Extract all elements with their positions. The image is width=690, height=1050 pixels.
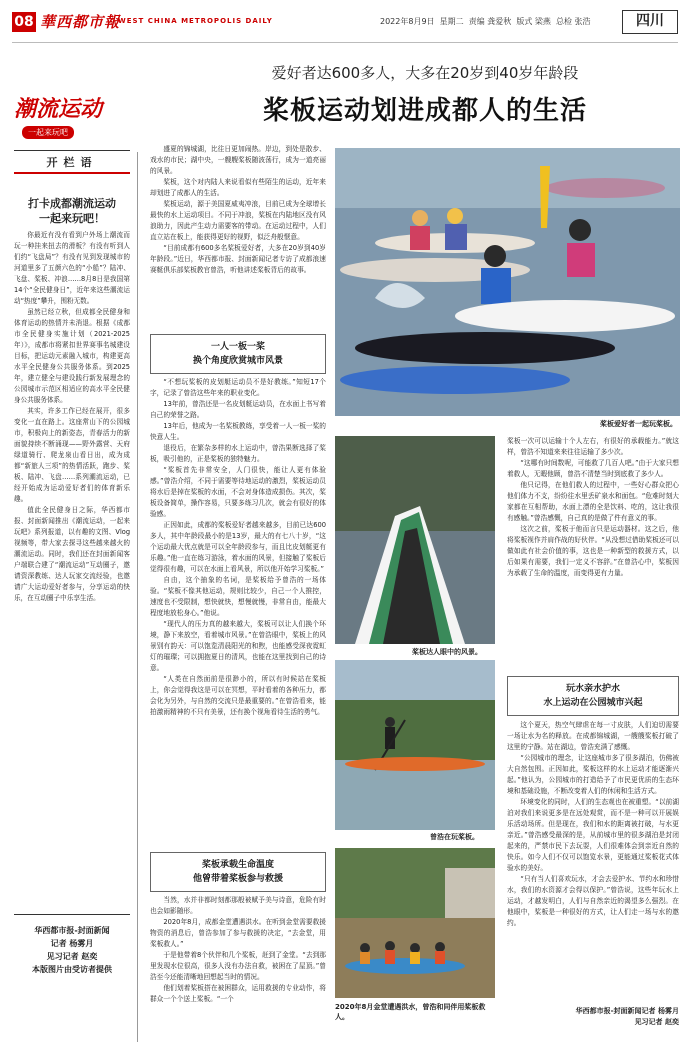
editorial-title-line: 打卡成都潮流运动 (28, 197, 116, 210)
editorial-title-line: 一起来玩吧！ (39, 212, 105, 225)
byline-line: 见习记者 赵奕 (634, 1018, 679, 1026)
paragraph: 于是他带着8个伙伴和几个桨板，赶到了金堂。“去到那里发现水位很高，很多人没有办法自救，被困在了屋顶。”曾浩至今还能清晰地回想起当时的情况。 (150, 951, 326, 981)
section-label: 四川 (622, 10, 678, 34)
byline (14, 924, 130, 976)
divider (14, 150, 130, 151)
checker: 总检 张浩 (556, 17, 591, 26)
column-logo-sub: 一起来玩吧 (22, 126, 74, 139)
editor: 责编 龚爱秋 (468, 17, 512, 26)
subhead-1 (150, 334, 326, 374)
subhead-line: 一人一板一桨 (210, 342, 265, 352)
byline-line: 记者 杨雾月 (50, 939, 94, 948)
editorial-title (14, 196, 130, 226)
paragraph: 这次之前，桨板于他而言只是运动器材。这之后，他将桨板视作并肩作战的好伙伴。“从没想过借助桨板还可以做如此有社会价值的事，这也是一种新型的救援方式，以后如果有需要，我们一定义不容辞。”在曾浩心中，桨板因为承载了生命的温度，而变得更有力量。 (507, 525, 679, 577)
paragraph: “这哪有时间数呢，可能救了几百人吧。”由于大家只想着救人，无暇他顾，曾浩不清楚当时到底救了多少人。 (507, 459, 679, 478)
paragraph: 其实，许多工作已经在展开，很多变化一直在路上。这座常山下的公园城市，积极向上的新姿态，青春活力的新面貌持续不断涌现——野外露营、天府绿道骑行、爬龙泉山看日出，成为成都“新旅人三项”的热情活跃，跑步、桨板、陆冲、飞盘……系列潮流运动，已经开始成为运动爱好者们的体育新乐趣。 (14, 407, 130, 503)
byline-line: 华西都市报-封面新闻记者 杨雾月 (575, 1007, 679, 1015)
paragraph: 桨板，这个对内陆人来说看似有些陌生的运动，近年来却划进了成都人的生活。 (150, 178, 326, 197)
subhead-line: 水上运动在公园城市兴起 (543, 698, 643, 708)
newspaper-name: 華西都市報 (40, 13, 121, 31)
issue-date: 2022年8月9日 (380, 17, 435, 26)
page-header (0, 0, 690, 44)
paragraph: “公园城市的理念，让这座城市多了很多湖泊，仿佛被大自然包围。正因如此，桨板这样的水上运动才能逐渐兴起。”他认为，公园城市的打造给予了市民更优质的生态环境和基础设施，不断改变着人们的休闲和生活方式。 (507, 754, 679, 795)
photo-board-view (335, 436, 495, 644)
paragraph: 他只记得，在他们救人的过程中，一些好心群众把心他们体力不支，纷纷往水里丢矿泉水和面包。“危难时刻大家都在互相帮助，水面上漂的全是饮料、吃的，这让我很有感触。”曾浩感慨，自己真的是做了件有意义的事。 (507, 481, 679, 522)
photo-caption: 桨板爱好者一起玩桨板。 (600, 420, 677, 428)
paragraph: 值此全民健身日之际，华西都市报、封面新闻推出《潮流运动，一起来玩吧》系列报道，以有趣的文图、Vlog视频等，带大家去探寻这些越来越火的潮流运动。同时，我们还在封面新闻客户端联合建了“潮流运动”互动圈子，邀请资深教练、达人玩家交流经验，也邀请广大运动爱好者参与，分享运动的快乐，在互动圈子中乐享生活。 (14, 506, 130, 602)
photo-caption: 2020年8月金堂遭遇洪水，曾浩和同伴用桨板救人。 (335, 1003, 486, 1021)
paragraph: “目前成都有600多名桨板爱好者，大多在20岁到40岁年龄段。”近日，华西都市报、封面新闻记者专访了成都浪速赛艇俱乐部桨板教官曾浩，听他讲述桨板背后的故事。 (150, 244, 326, 274)
paragraph: 盛夏的锦城湖，比往日更加闹热。岸边，到处是散步、戏水的市民；湖中央，一艘艘桨板随波荡行，成为一道亮丽的风景。 (150, 145, 326, 175)
issue-meta (380, 16, 591, 27)
column-logo (14, 92, 134, 144)
paragraph: “桨板首先非常安全，人门很快，能让人更有体验感。”曾浩介绍，不同于需要等待地运动的激烈，桨板运动员将水后是掉在桨板的水面，不会对身体造成损伤。其次，桨板设备简单，操作容易，只要多练习几次，就会有很好的体验感。 (150, 466, 326, 518)
article-title: 桨板运动划进成都人的生活 (262, 96, 587, 126)
paragraph: “现代人的压力真的越来越大，桨板可以让人们换个环境，静下来放空，看着城市风景。”在曾浩眼中，桨板上的风景别有韵天：可以饱览清晨阳光的和煦，也能感受深夜霓虹灯的璀璨；可以拥抱夏日的清风，也能在这里找到自己的诗意。 (150, 620, 326, 672)
photo-flood-rescue (335, 848, 495, 998)
photo-illustration (335, 148, 680, 416)
paragraph: “只有当人们喜欢玩水，才会去爱护水、节约水和珍惜水，我们的水资源才会得以保护。”曾浩说，这些年玩水上运动，才越发明白，人们与自然亲近的渴望多么强烈。在他眼中，桨板是一种很好的方式，让人们走一场与水的邀约。 (507, 875, 679, 927)
article-section-2 (150, 895, 326, 1005)
article-byline (507, 1006, 679, 1028)
photo-illustration (335, 436, 495, 644)
paragraph: 退役后，在繁杂多样的水上运动中，曾浩果断选择了桨板，吸引他的，正是桨板的独特魅力。 (150, 444, 326, 463)
article-intro (150, 144, 326, 276)
column-label: 开栏语 (46, 156, 98, 169)
layout-editor: 版式 梁燕 (516, 17, 551, 26)
paragraph: 13年后，他成为一名桨板教练，享受着一人一板一桨的快意人生。 (150, 422, 326, 441)
paragraph: 13年前，曾浩还是一名皮划艇运动员，在水面上书写着自己的荣誉之路。 (150, 400, 326, 419)
photo-illustration (335, 660, 495, 830)
paragraph: 正因如此，成都的桨板爱好者越来越多，目前已达600多人，其中年龄段最小的是13岁，最大的有七八十岁，“这个运动最大优点就是可以全年龄段参与，而且比皮划艇更有乐趣。”他一直在练习游泳，着水面的风景，但接触了桨板后觉得很有趣，可以在水面上看风景，所以他开始学习桨板。” (150, 521, 326, 573)
paragraph: 你最近有没有看到户外场上潮流而玩一种挂来扭去的滑板？有没有听到人们约“飞盘局”？有没有见到发现城市的河道里多了五颜六色的“小船”？陆冲、飞盘、桨板、冲浪……8月8日是我国第14个“全民健身日”，近年来这些潮流运动“热度”攀升，围粉无数。 (14, 231, 130, 305)
subhead-line: 他曾带着桨板参与救援 (192, 874, 283, 884)
column-divider (137, 152, 138, 1042)
paragraph: 自由，这个抽象的名词，是桨板给予曾浩的一场体验。“桨板不像其他运动，规则比较少，自己一个人推控，速度也不受限制，想快就快，想慢就慢，非常自由，能最大程度地放松身心。”他说。 (150, 576, 326, 617)
byline-line: 华西都市报-封面新闻 (34, 926, 110, 935)
page-number: 08 (12, 12, 36, 32)
paragraph: 桨板运动，源于美国夏威夷冲浪，目前已成为全球增长最快的水上运动项目。不同于冲浪，桨板在内陆地区没有风浪助力，因此产生动力需要客的带动。在运动过程中，人们直立站在板上，能获得更好的视野，似泛舟般惬意。 (150, 200, 326, 241)
editorial-body (14, 230, 130, 604)
subhead-2 (150, 852, 326, 892)
paragraph: 他们划着桨板搭在被困群众，运用救援的专业动作，将群众一个个送上桨板。“一个 (150, 984, 326, 1003)
byline-line: 本版图片由受访者提供 (32, 965, 112, 974)
paragraph: “不想玩桨板的皮划艇运动员不是好教练。”知短17个字，记录了曾浩这些年来的职业变化。 (150, 378, 326, 397)
photo-caption: 曾浩在玩桨板。 (430, 833, 479, 841)
divider (14, 172, 130, 174)
column-logo-text: 潮流运动 (14, 97, 103, 122)
article-section-3 (507, 720, 679, 929)
paragraph: “人类在自然面前是很渺小的，所以有时候站在桨板上，你会觉得我这是可以在冥想，平时看着的各种压力，都会化为另外，与自然的交流只是最重要的。”在曾浩看来，能拍激雨精神的不只有美景，还有换个视角看待生活的勇气。 (150, 675, 326, 716)
paragraph: 2020年8月，成都金堂遭遇洪水。在听到金堂需要救援物资的消息后，曾浩参加了参与救援的决定，“去金堂，用桨板救人。” (150, 918, 326, 948)
byline-line: 见习记者 赵奕 (46, 952, 98, 961)
photo-caption: 桨板达人眼中的风景。 (412, 648, 482, 656)
subhead-line: 换个角度欣赏城市风景 (192, 356, 283, 366)
photo-paddleboarders (335, 148, 680, 416)
photo-illustration (335, 848, 495, 998)
header-divider (12, 42, 678, 43)
paragraph: 虽然已经立秋，但成都全民健身和体育运动的热情并未消退。根据《成都市全民健身实施计划（2021-2025年）》，成都市将紧扣世界赛事名城建设目标，把运动元素融入城市，构建更高水平全民健身公共服务体系。到2025年，建立健全与建设践行新发展理念的公园城市示范区相适应的高水平全民健身公共服务体系。 (14, 308, 130, 404)
subhead-line: 玩水亲水护水 (565, 684, 620, 694)
paragraph: 环境变化的同时，人们的生态观也在被重塑。“以前湖泊对我们来说更多是在远处观赏，而不是一种可以开展娱乐活动场所。但是现在，我们和水的距离被打破，与水更亲近。”曾浩感受最深的是，从前城市里的很多湖泊是封闭起来的，严禁市民下去玩耍，人们很难体会到亲近自然的快乐。如今人们不仅可以饱览水景，更能通过桨板花式体验水的美好。 (507, 798, 679, 872)
subhead-3 (507, 676, 679, 716)
paragraph: 这个夏天，热空气肆虐在每一寸皮肤，人们迫切需要一场让水为名的释放。在成都锦城湖，一艘艘桨板打破了这里的宁静。站在湖边，曾浩充满了感慨。 (507, 721, 679, 751)
divider (14, 914, 130, 915)
article-section-1 (150, 377, 326, 718)
article-subtitle: 爱好者达600多人，大多在20岁到40岁年龄段 (271, 64, 579, 82)
article-section-2-cont (507, 436, 679, 579)
paragraph: 当然，水并非都时刻都那般被赋予美与诗意，危险有时也会如影随形。 (150, 896, 326, 915)
paragraph: 桨板一次可以运输十个人左右，有很好的承载能力。”就这样，曾浩不知道来来往往运输了多少次。 (507, 437, 679, 456)
photo-zeng-hao-paddling (335, 660, 495, 830)
issue-weekday: 星期二 (439, 17, 464, 26)
subhead-line: 桨板承载生命温度 (201, 860, 274, 870)
newspaper-name-en: WEST CHINA METROPOLIS DAILY (118, 17, 273, 25)
